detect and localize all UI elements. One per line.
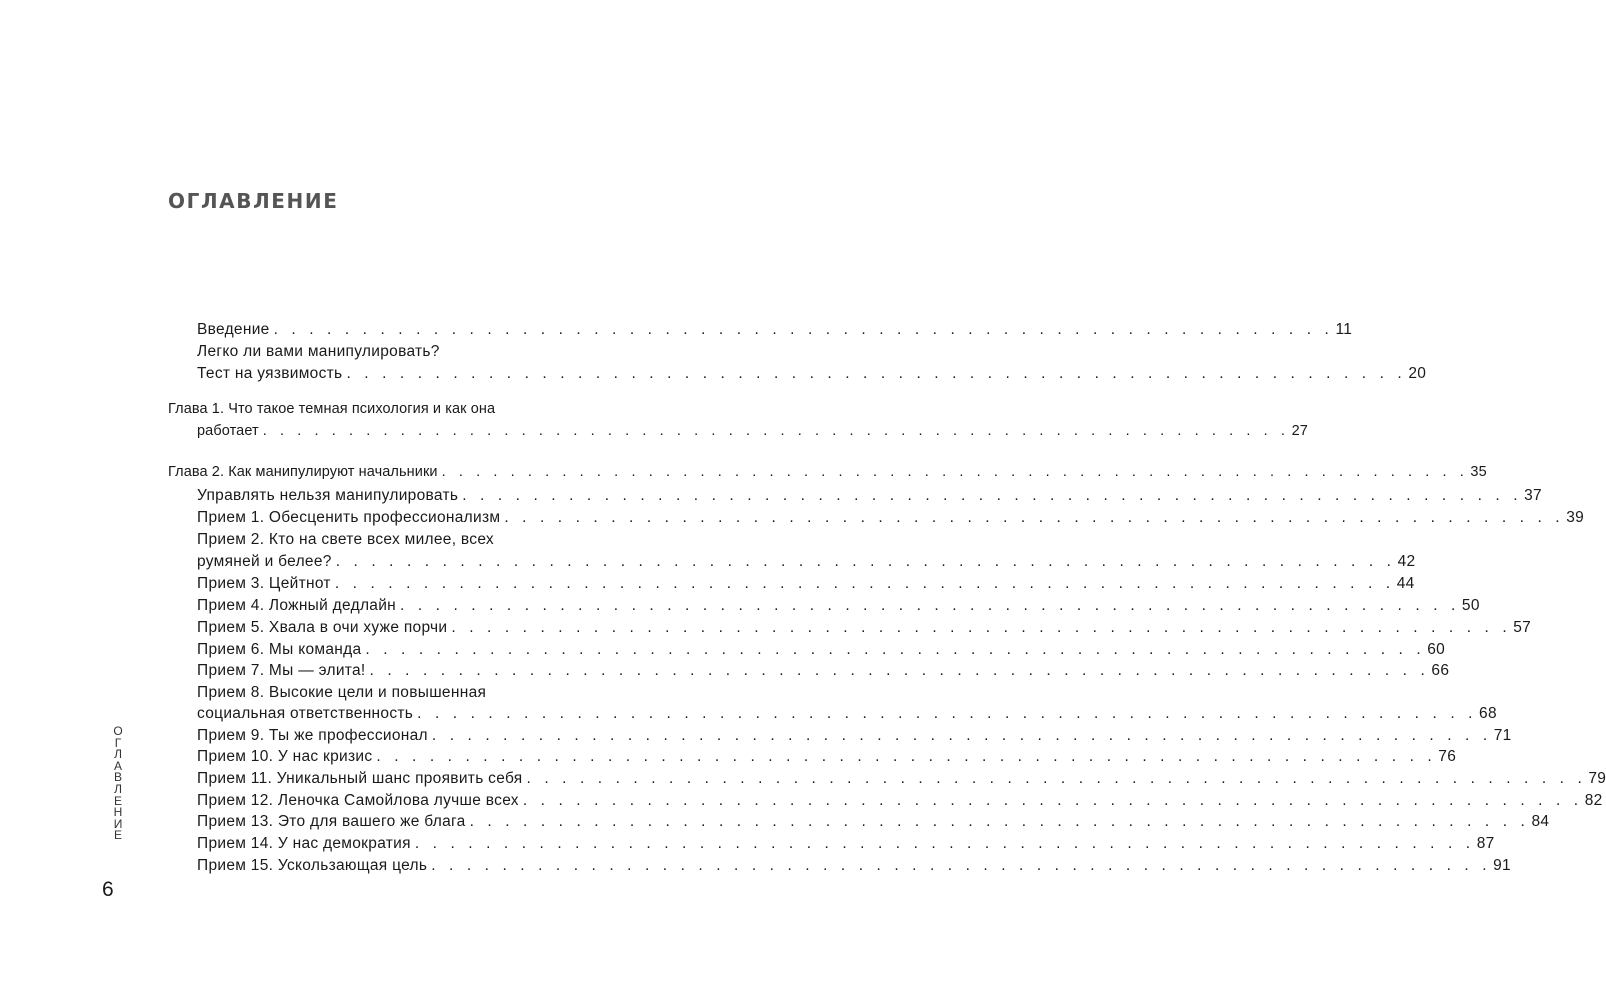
dot-leader: . . . . . . . . . . . . . . . . . . . . . . . . . . . . . . . . . . . . . . . . . . . . . . . . . . . . . . . . . . . . <box>400 597 1460 614</box>
toc-entry-page: 66 <box>1431 662 1450 679</box>
toc-entry <box>197 790 1603 812</box>
dot-leader: . . . . . . . . . . . . . . . . . . . . . . . . . . . . . . . . . . . . . . . . . . . . . . . . . . . . . . . . . . . . <box>376 748 1437 765</box>
dot-leader: . . . . . . . . . . . . . . . . . . . . . . . . . . . . . . . . . . . . . . . . . . . . . . . . . . . . . . . . . . . . <box>504 509 1565 526</box>
running-header-letter: О <box>113 724 123 738</box>
toc-entry <box>197 529 683 551</box>
dot-leader: . . . . . . . . . . . . . . . . . . . . . . . . . . . . . . . . . . . . . . . . . . . . . . . . . . . . . . . . . . . . <box>431 857 1492 874</box>
toc-entry <box>197 855 1511 877</box>
toc-entry-page: 60 <box>1427 641 1446 658</box>
toc-entry-page: 57 <box>1513 619 1532 636</box>
page-number: 6 <box>102 878 114 901</box>
dot-leader: . . . . . . . . . . . . . . . . . . . . . . . . . . . . . . . . . . . . . . . . . . . . . . . . . . . . . . . . . . . . <box>431 727 1492 744</box>
toc-entry-title: румяней и белее? <box>197 553 332 570</box>
toc-entry-title: Введение <box>197 321 270 338</box>
toc-entry-page: 44 <box>1396 575 1415 592</box>
toc-entry <box>168 461 1487 483</box>
toc-entry-title: Прием 15. Ускользающая цель <box>197 857 428 874</box>
toc-entry-page: 84 <box>1531 813 1550 830</box>
dot-leader: . . . . . . . . . . . . . . . . . . . . . . . . . . . . . . . . . . . . . . . . . . . . . . . . . . . . . . . . . . . . <box>334 575 1395 592</box>
running-header-letter: В <box>113 770 122 785</box>
toc-entry-title: социальная ответственность <box>197 705 414 722</box>
toc-entry-title: Прием 6. Мы команда <box>197 641 362 658</box>
running-header-vertical <box>110 726 126 842</box>
toc-entry <box>197 485 1542 507</box>
toc-entry <box>197 811 1550 833</box>
toc-entry <box>197 682 683 704</box>
toc-entry-title: Прием 11. Уникальный шанс проявить себя <box>197 770 523 787</box>
toc-entry-page: 20 <box>1408 365 1427 382</box>
dot-leader: . . . . . . . . . . . . . . . . . . . . . . . . . . . . . . . . . . . . . . . . . . . . . . . . . . . . . . . . . . . . <box>441 464 1469 480</box>
dot-leader: . . . . . . . . . . . . . . . . . . . . . . . . . . . . . . . . . . . . . . . . . . . . . . . . . . . . . . . . . . . . <box>365 641 1426 658</box>
toc-entry-title: Прием 10. У нас кризис <box>197 748 373 765</box>
toc-entry-page: 71 <box>1493 727 1512 744</box>
dot-leader: . . . . . . . . . . . . . . . . . . . . . . . . . . . . . . . . . . . . . . . . . . . . . . . . . . . . . . . . . . . . <box>335 553 1396 570</box>
toc-entry <box>197 595 1480 617</box>
toc-entry-title: Управлять нельзя манипулировать <box>197 487 459 504</box>
toc-entry-title: Тест на уязвимость <box>197 365 343 382</box>
dot-leader: . . . . . . . . . . . . . . . . . . . . . . . . . . . . . . . . . . . . . . . . . . . . . . . . . . . . . . . . . . . . <box>346 365 1407 382</box>
toc-entry-title: Прием 4. Ложный дедлайн <box>197 597 397 614</box>
toc-entry-title: работает <box>197 423 259 439</box>
dot-leader: . . . . . . . . . . . . . . . . . . . . . . . . . . . . . . . . . . . . . . . . . . . . . . . . . . . . . . . . . . . . <box>369 662 1430 679</box>
toc-entry <box>197 833 1495 855</box>
running-header-letter: Н <box>113 805 123 820</box>
toc-entry <box>197 420 1308 442</box>
toc-entry <box>197 639 1446 661</box>
toc-entry-title: Прием 12. Леночка Самойлова лучше всех <box>197 792 519 809</box>
toc-entry-title: Прием 7. Мы — элита! <box>197 662 366 679</box>
toc-entry-title: Прием 14. У нас демократия <box>197 835 411 852</box>
toc-entry <box>197 363 1427 385</box>
toc-entry-page: 82 <box>1584 792 1603 809</box>
running-header-letter: Е <box>113 793 122 808</box>
dot-leader: . . . . . . . . . . . . . . . . . . . . . . . . . . . . . . . . . . . . . . . . . . . . . . . . . . . . . . . . . . . . <box>414 835 1475 852</box>
toc-entry-title: Глава 2. Как манипулируют начальники <box>168 464 438 480</box>
toc-entry-page: 91 <box>1493 857 1511 874</box>
dot-leader: . . . . . . . . . . . . . . . . . . . . . . . . . . . . . . . . . . . . . . . . . . . . . . . . . . . . . . . . . . . . <box>451 619 1512 636</box>
toc-entry <box>197 703 1497 725</box>
toc-entry-title: Прием 1. Обесценить профессионализм <box>197 509 501 526</box>
running-header-letter: Л <box>114 747 122 762</box>
toc-entry <box>197 725 1512 747</box>
toc-entry-title: Прием 3. Цейтнот <box>197 575 331 592</box>
dot-leader: . . . . . . . . . . . . . . . . . . . . . . . . . . . . . . . . . . . . . . . . . . . . . . . . . . . . . . . . . . . . <box>522 792 1583 809</box>
running-header-letter: Е <box>113 828 122 843</box>
dot-leader: . . . . . . . . . . . . . . . . . . . . . . . . . . . . . . . . . . . . . . . . . . . . . . . . . . . . . . . . . . . . <box>526 770 1587 787</box>
toc-entry-page: 35 <box>1470 464 1487 480</box>
toc-entry-page: 87 <box>1476 835 1495 852</box>
toc-entry-page: 76 <box>1438 748 1457 765</box>
toc-entry <box>197 507 1585 529</box>
toc-entry-page: 79 <box>1588 770 1606 787</box>
toc-entry-page: 39 <box>1566 509 1585 526</box>
toc-entry-page: 50 <box>1461 597 1480 614</box>
toc-entry-page: 68 <box>1479 705 1497 722</box>
toc-entry <box>197 551 1416 573</box>
running-header-letter: И <box>113 816 123 831</box>
page-title: ОГЛАВЛЕНИЕ <box>168 189 339 213</box>
toc-entry-title: Прием 2. Кто на свете всех милее, всех <box>197 531 494 548</box>
toc-entry <box>197 573 1415 595</box>
toc-entry <box>197 660 1450 682</box>
running-header-letter: Л <box>114 781 122 796</box>
toc-entry-page: 37 <box>1524 487 1542 504</box>
toc-entry <box>197 617 1532 639</box>
toc-entry-page: 42 <box>1397 553 1416 570</box>
running-header-letter: А <box>113 758 122 773</box>
toc-entry-title: Прием 9. Ты же профессионал <box>197 727 428 744</box>
toc-entry-title: Прием 13. Это для вашего же блага <box>197 813 466 830</box>
dot-leader: . . . . . . . . . . . . . . . . . . . . . . . . . . . . . . . . . . . . . . . . . . . . . . . . . . . . . . . . . . . . <box>462 487 1523 504</box>
toc-entry <box>168 398 683 420</box>
toc-entry-title: Прием 8. Высокие цели и повышенная <box>197 684 487 701</box>
toc-entry-title: Прием 5. Хвала в очи хуже порчи <box>197 619 448 636</box>
toc-entry <box>197 319 1353 341</box>
toc-entry <box>197 768 1606 790</box>
toc-entry <box>197 746 1457 768</box>
running-header-letter: Г <box>114 735 122 750</box>
toc-entry-page: 27 <box>1291 423 1308 439</box>
dot-leader: . . . . . . . . . . . . . . . . . . . . . . . . . . . . . . . . . . . . . . . . . . . . . . . . . . . . . . . . . . . . <box>417 705 1478 722</box>
toc-entry-title: Легко ли вами манипулировать? <box>197 343 440 360</box>
toc-entry <box>197 341 683 363</box>
dot-leader: . . . . . . . . . . . . . . . . . . . . . . . . . . . . . . . . . . . . . . . . . . . . . . . . . . . . . . . . . . . . <box>262 423 1290 439</box>
toc-entry-title: Глава 1. Что такое темная психология и как она <box>168 401 496 417</box>
dot-leader: . . . . . . . . . . . . . . . . . . . . . . . . . . . . . . . . . . . . . . . . . . . . . . . . . . . . . . . . . . . . <box>273 321 1334 338</box>
dot-leader: . . . . . . . . . . . . . . . . . . . . . . . . . . . . . . . . . . . . . . . . . . . . . . . . . . . . . . . . . . . . <box>469 813 1530 830</box>
toc-entry-page: 11 <box>1335 321 1353 338</box>
